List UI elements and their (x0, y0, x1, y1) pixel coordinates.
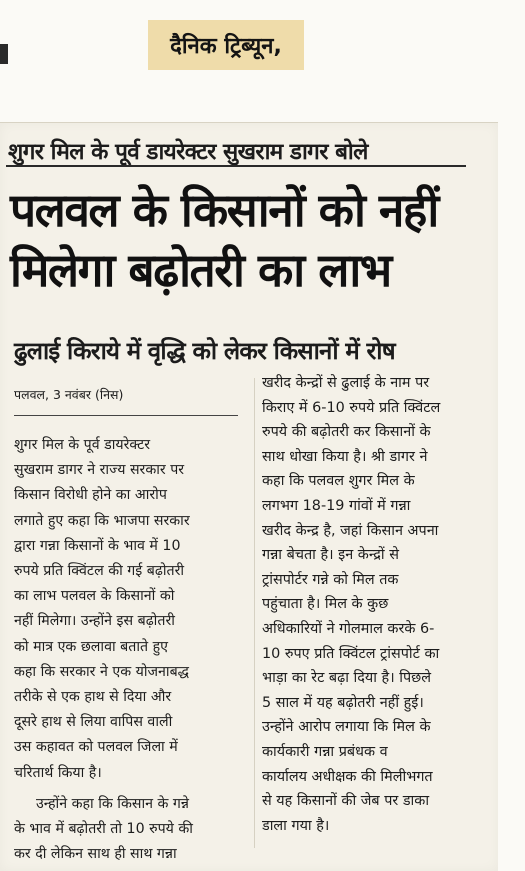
text-line: चरितार्थ किया है। (14, 764, 102, 781)
text-line: रुपये प्रति क्विंटल की गई बढ़ोतरी (14, 563, 185, 580)
newspaper-masthead: दैनिक ट्रिब्यून, (148, 20, 304, 70)
text-line: सुखराम डागर ने राज्य सरकार पर (14, 462, 185, 479)
text-line: से यह किसानों की जेब पर डाका (262, 793, 430, 810)
text-line: किसान विरोधी होने का आरोप (14, 487, 167, 504)
text-line: किराए में 6-10 रुपये प्रति क्विंटल (262, 399, 441, 416)
headline-line: मिलेगा बढ़ोतरी का लाभ (10, 243, 391, 297)
text-line: कार्यकारी गन्ना प्रबंधक व (262, 743, 388, 760)
paragraph-1 (14, 433, 246, 786)
text-line: लगाते हुए कहा कि भाजपा सरकार (14, 512, 190, 529)
text-line: खरीद केन्द्रों से ढुलाई के नाम पर (262, 375, 430, 391)
text-line: उस कहावत को पलवल जिला में (14, 739, 178, 756)
dateline: पलवल, 3 नवंबर (निस) (14, 387, 124, 402)
text-line: गन्ना बेचता है। इन केन्द्रों से (262, 547, 399, 564)
text-line: साथ धोखा किया है। श्री डागर ने (262, 448, 428, 465)
text-line: द्वारा गन्ना किसानों के भाव में 10 (14, 537, 181, 554)
text-line: को मात्र एक छलावा बताते हुए (14, 638, 168, 655)
text-line: उन्होंने कहा कि किसान के गन्ने (36, 795, 190, 812)
text-line: नहीं मिलेगा। उन्होंने इस बढ़ोतरी (14, 613, 175, 630)
text-line: कहा कि पलवल शुगर मिल के (262, 473, 415, 490)
article-headline (10, 180, 490, 300)
text-line: के भाव में बढ़ोतरी तो 10 रुपये की (14, 821, 193, 838)
dateline-rule (14, 415, 238, 416)
text-line: डाला गया है। (262, 817, 330, 834)
column-divider (254, 378, 255, 848)
text-line: दूसरे हाथ से लिया वापिस वाली (14, 714, 173, 731)
article-subheadline: ढुलाई किराये में वृद्धि को लेकर किसानों में रोष (14, 337, 395, 365)
left-edge-mark (0, 44, 8, 64)
left-column (14, 386, 246, 867)
kicker-underline (6, 165, 466, 167)
text-line: 10 रुपए प्रति क्विंटल ट्रांसपोर्ट का (262, 645, 440, 662)
paragraph-continued (262, 371, 498, 838)
article-kicker: शुगर मिल के पूर्व डायरेक्टर सुखराम डागर बोले (8, 139, 368, 165)
text-line: कहा कि सरकार ने एक योजनाबद्ध (14, 663, 190, 680)
text-line: का लाभ पलवल के किसानों को (14, 588, 175, 605)
text-line: कार्यालय अधीक्षक की मिलीभगत (262, 768, 433, 785)
text-line: पहुंचाता है। मिल के कुछ (262, 596, 389, 613)
text-line: खरीद केन्द्र है, जहां किसान अपना (262, 522, 439, 539)
text-line: भाड़ा का रेट बढ़ा दिया है। पिछले (262, 670, 431, 687)
headline-line: पलवल के किसानों को नहीं (10, 183, 438, 237)
text-line: तरीके से एक हाथ से दिया और (14, 689, 172, 706)
text-line: 5 साल में यह बढ़ोतरी नहीं हुई। (262, 694, 424, 711)
text-line: अधिकारियों ने गोलमाल करके 6- (262, 620, 435, 637)
right-column (262, 371, 498, 838)
text-line: लगभग 18-19 गांवों में गन्ना (262, 497, 411, 514)
paragraph-2 (14, 792, 246, 868)
text-line: उन्होंने आरोप लगाया कि मिल के (262, 719, 431, 736)
text-line: शुगर मिल के पूर्व डायरेक्टर (14, 437, 151, 453)
text-line: ट्रांसपोर्टर गन्ने को मिल तक (262, 571, 399, 588)
text-line: रुपये की बढ़ोतरी कर किसानों के (262, 424, 431, 441)
text-line: कर दी लेकिन साथ ही साथ गन्ना (14, 846, 177, 863)
